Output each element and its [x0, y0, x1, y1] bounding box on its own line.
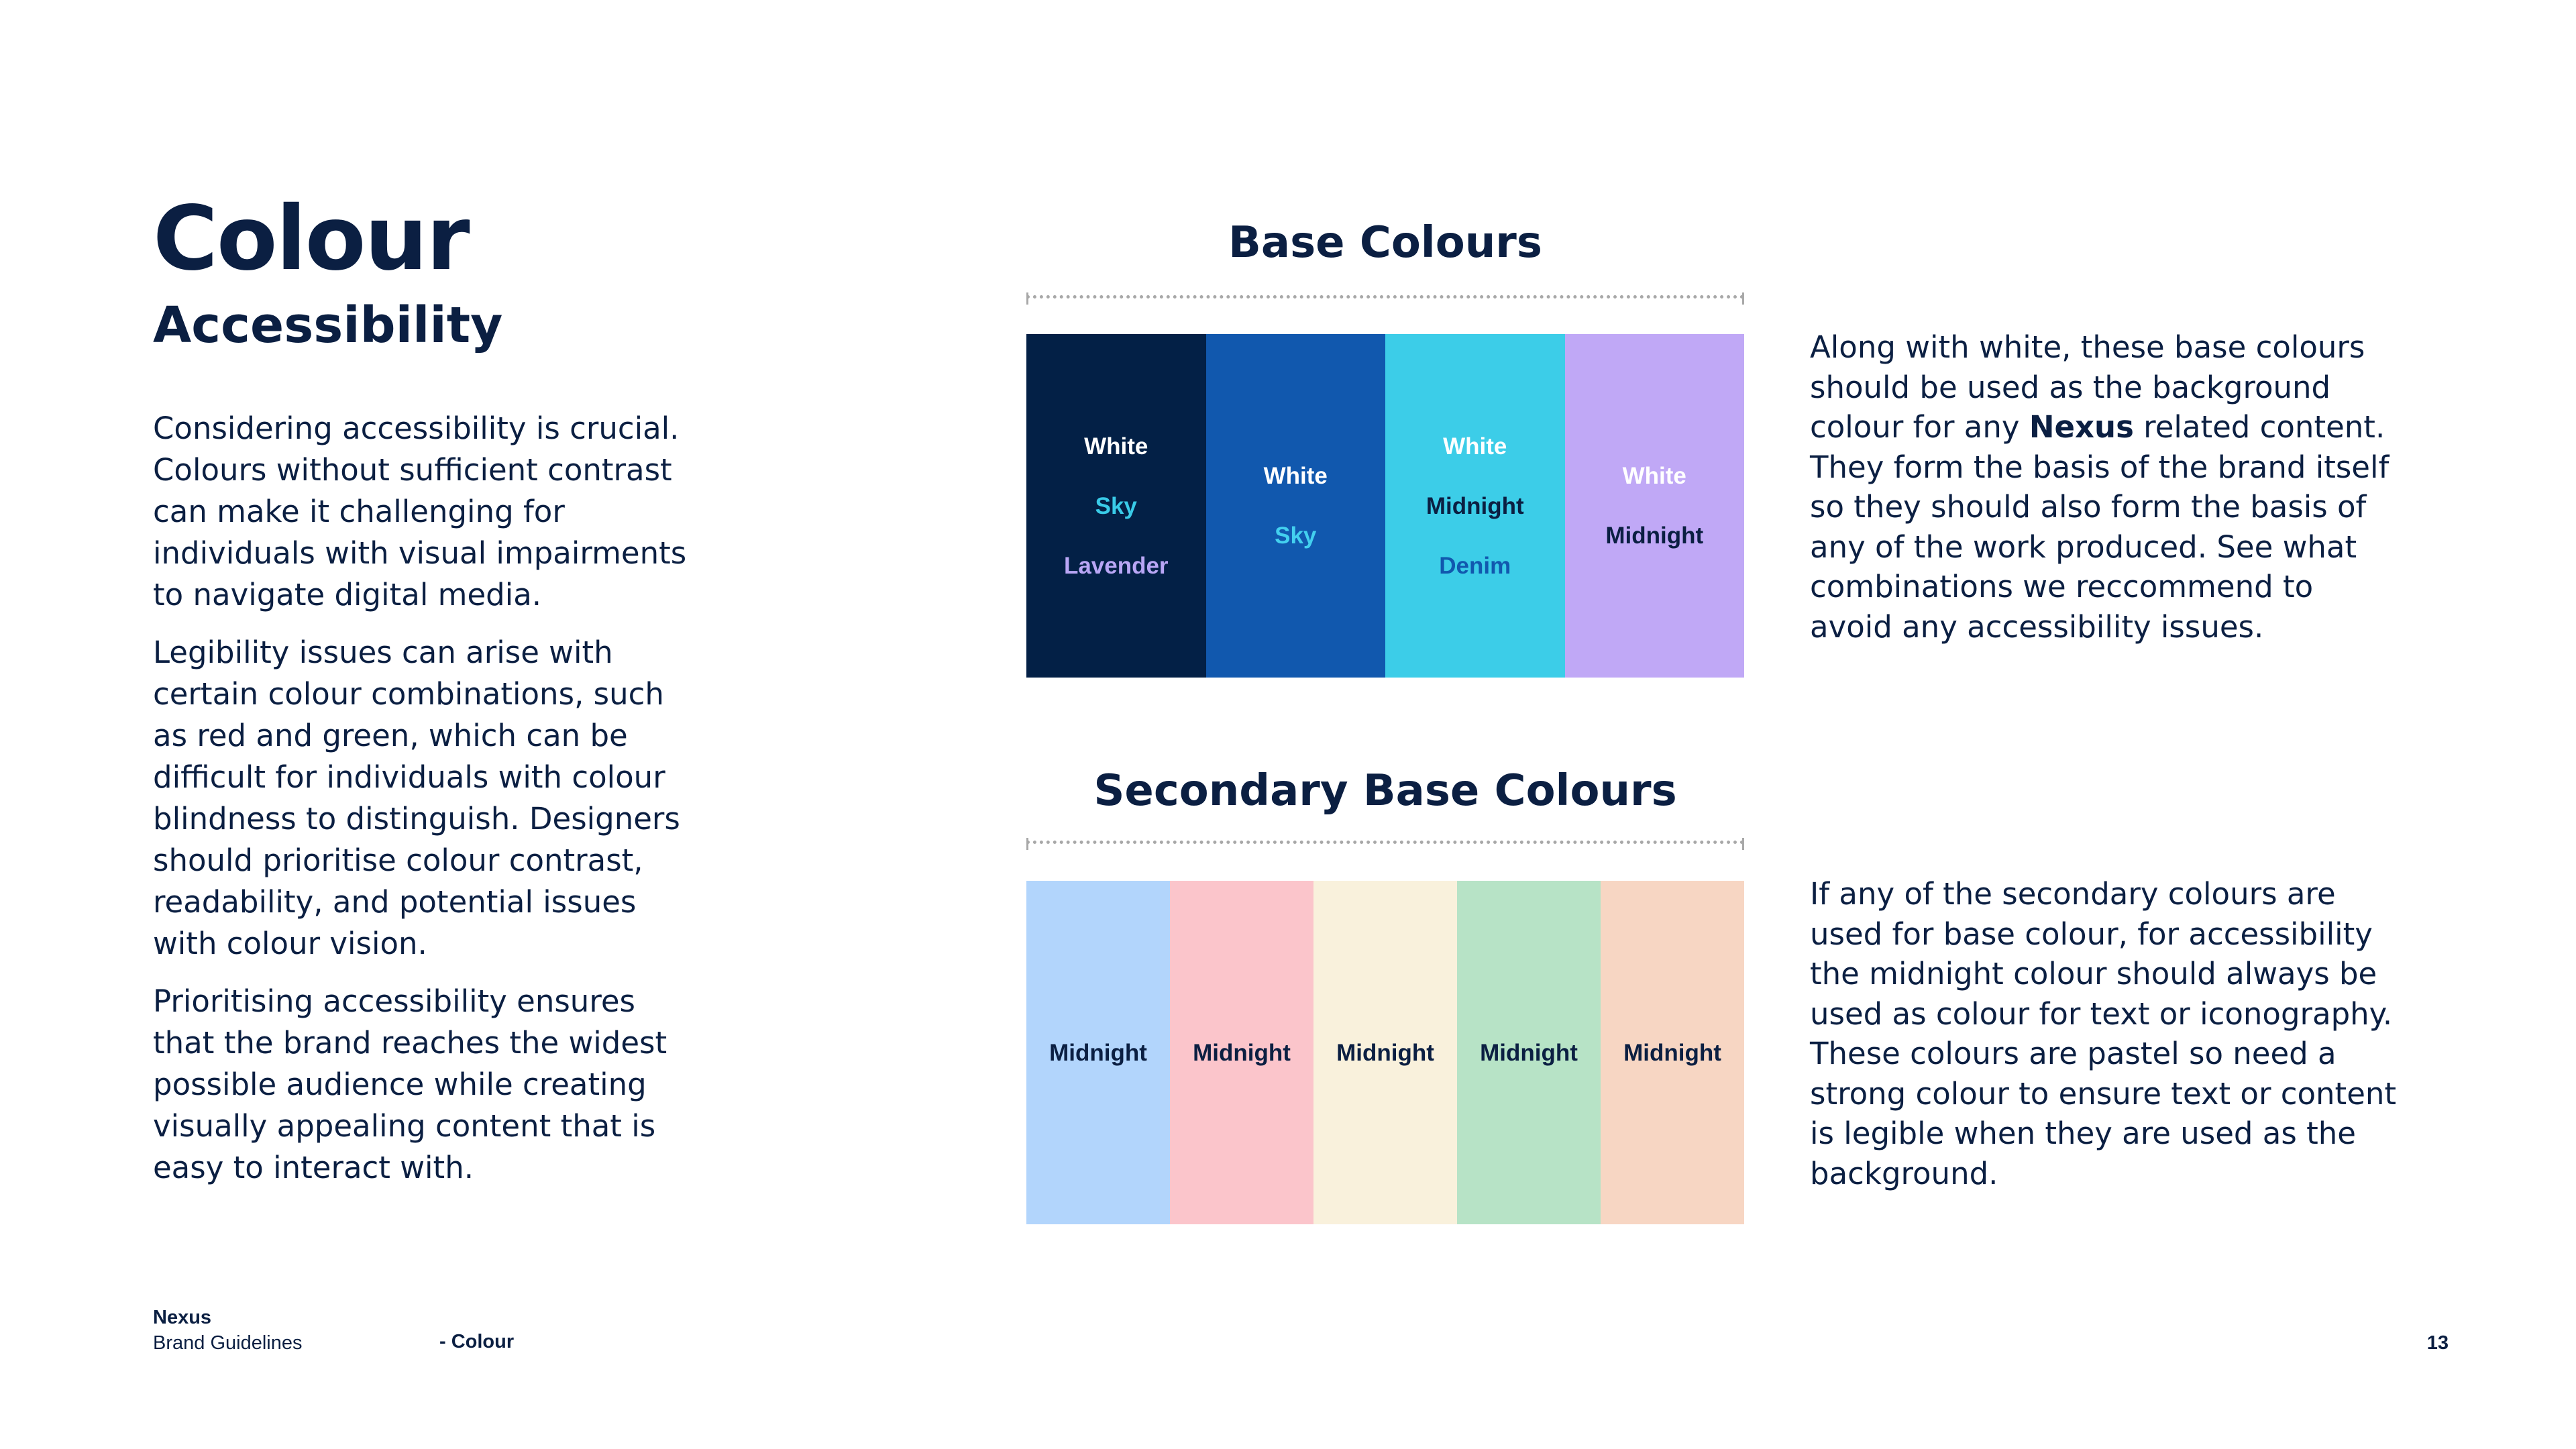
description-text: Along with white, these base colours should be used as the background colour for any [1810, 329, 2365, 445]
intro-text [153, 408, 703, 1205]
intro-paragraph: Legibility issues can arise with certain colour combinations, such as red and green, which can be difficult for individuals with colour blindness to distinguish. Designers should prioritise colour contrast, readability, and potential issues with colour vision. [153, 635, 680, 961]
brand-name: Nexus [2029, 409, 2134, 445]
secondary-colour-swatch [1313, 881, 1457, 1224]
swatch-label: White [1622, 463, 1686, 489]
page-subtitle: Accessibility [153, 297, 503, 354]
swatch-label: Midnight [1193, 1039, 1291, 1066]
swatch-label: Midnight [1623, 1039, 1721, 1066]
swatch-label: White [1443, 433, 1507, 460]
swatch-label: Lavender [1063, 552, 1169, 579]
secondary-colour-swatch [1601, 881, 1744, 1224]
base-colours-title: Base Colours [1228, 218, 1542, 268]
base-colours-divider [1026, 295, 1744, 305]
base-colours-description [1810, 327, 2400, 647]
swatch-label: Sky [1095, 492, 1137, 519]
base-colour-swatch [1206, 334, 1386, 678]
base-colours-swatches [1026, 334, 1744, 678]
base-colour-swatch [1565, 334, 1745, 678]
intro-paragraph: Prioritising accessibility ensures that the brand reaches the widest possible audience while creating visually appealing content that is easy to interact with. [153, 983, 667, 1185]
swatch-label: Midnight [1426, 492, 1524, 519]
base-colour-swatch [1385, 334, 1565, 678]
page-title: Colour [153, 187, 469, 290]
secondary-colours-divider [1026, 841, 1744, 850]
secondary-colour-swatch [1457, 881, 1601, 1224]
swatch-label: Midnight [1049, 1039, 1147, 1066]
page-number: 13 [2426, 1332, 2449, 1354]
secondary-colour-swatch [1026, 881, 1170, 1224]
secondary-colours-title: Secondary Base Colours [1093, 766, 1677, 816]
swatch-label: Denim [1439, 552, 1511, 579]
swatch-label: Midnight [1605, 523, 1704, 549]
description-text: related content. They form the basis of the brand itself so they should also form the basis of any of the work produced. See what combinations we reccommend to avoid any accessibility issues. [1810, 409, 2390, 645]
swatch-label: White [1084, 433, 1148, 460]
footer-section: - Colour [439, 1331, 515, 1352]
footer-doc-title: Brand Guidelines [153, 1332, 303, 1354]
footer-brand: Nexus [153, 1307, 212, 1328]
secondary-colours-swatches [1026, 881, 1744, 1224]
base-colour-swatch [1026, 334, 1206, 678]
swatch-label: Midnight [1336, 1039, 1434, 1066]
swatch-label: White [1263, 463, 1328, 489]
secondary-colour-swatch [1170, 881, 1313, 1224]
intro-paragraph: Considering accessibility is crucial. Colours without sufficient contrast can make it challenging for individuals with visual impairments to navigate digital media. [153, 411, 687, 612]
swatch-label: Midnight [1480, 1039, 1578, 1066]
swatch-label: Sky [1275, 523, 1317, 549]
secondary-colours-description: If any of the secondary colours are used for base colour, for accessibility the midnight colour should always be used as colour for text or iconography. These colours are pastel so need a strong colour to ensure text or content is legible when they are used as the background. [1810, 876, 2397, 1191]
